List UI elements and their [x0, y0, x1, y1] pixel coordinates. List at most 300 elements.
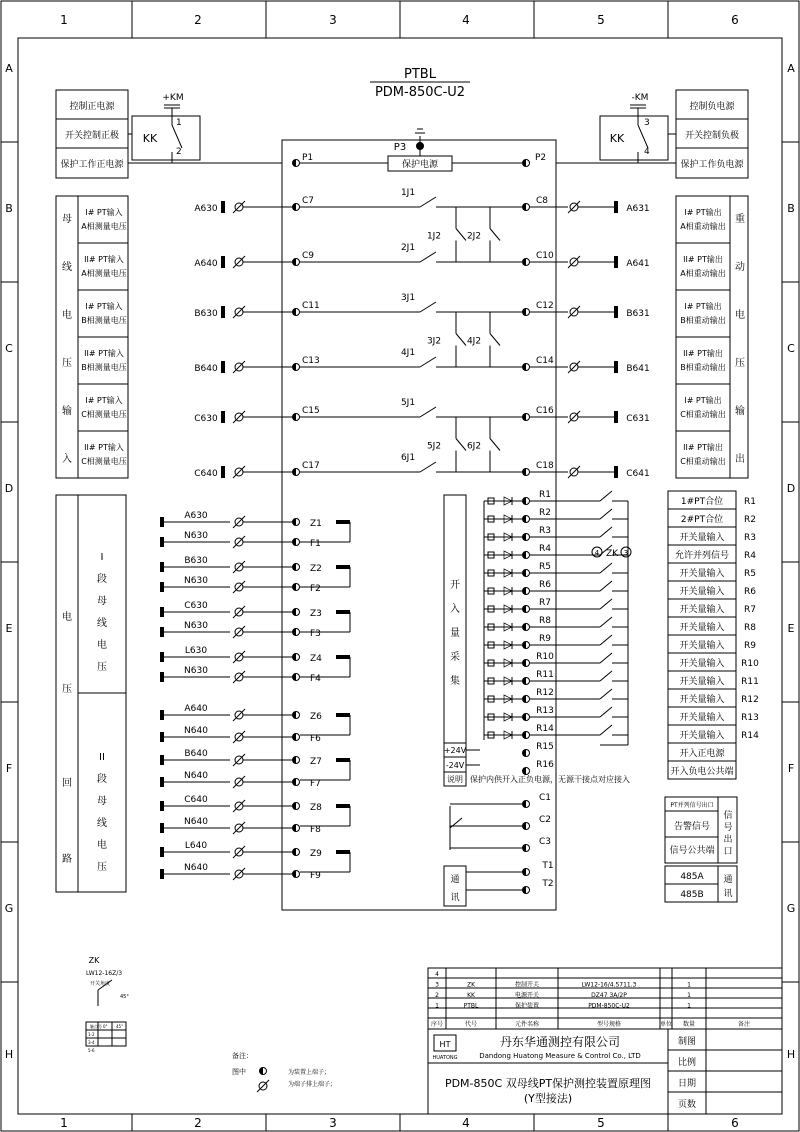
j2-label: 4J2 — [466, 336, 482, 347]
drawing-title: PDM-850C 双母线PT保护测控装置原理图 — [444, 1077, 652, 1090]
di-pin-label: R8 — [539, 616, 551, 626]
left-term-label: A630 — [194, 204, 218, 214]
bus-group-char: 线 — [62, 262, 72, 273]
zk-table-head: 触点号 — [90, 1024, 102, 1029]
loop-term-label: C640 — [184, 795, 208, 805]
bom-header: 数量 — [682, 1021, 696, 1028]
grid-row-label-left: G — [4, 902, 14, 915]
logo-text: HUATONG — [432, 1055, 458, 1061]
left-term-label: B640 — [194, 364, 218, 374]
bom-model: PDM-850C-U2 — [588, 1002, 630, 1010]
right-bus-label: I# PT输出 — [684, 208, 722, 217]
comm-pin-label: T1 — [542, 861, 554, 871]
right-pin-label: C8 — [536, 196, 549, 206]
comm-label: 485A — [680, 872, 704, 882]
out-group-char: 动 — [735, 262, 745, 273]
comm-side-char: 通 — [723, 875, 733, 885]
zk-table-row: 3-4 — [88, 1040, 95, 1045]
drawing-subtitle: (Y型接法) — [523, 1092, 573, 1105]
j2-contact — [490, 229, 500, 241]
signal-pin-label: C2 — [538, 815, 552, 825]
bom-model: DZ47 3A/2P — [591, 992, 627, 999]
right-bus-label-2: A相重动输出 — [680, 222, 726, 231]
di-pin-label: R16 — [536, 760, 554, 770]
bom-header: 元件名称 — [514, 1021, 540, 1028]
zk-spec-title: ZK — [88, 956, 100, 965]
right-term-label: B631 — [626, 309, 650, 319]
right-bus-label: II# PT输出 — [683, 443, 723, 452]
j2-contact — [456, 439, 466, 451]
right-pin-label: C12 — [536, 301, 554, 311]
di-contact — [600, 599, 612, 609]
voltage-group-char: 电 — [62, 612, 72, 623]
di-code: R1 — [744, 497, 756, 507]
left-power-label: 保护工作正电源 — [60, 160, 124, 170]
loop-term-label: L640 — [184, 841, 208, 851]
grid-col-label-top: 5 — [597, 13, 605, 27]
relay-contact — [420, 462, 436, 472]
section1-char: 段 — [97, 574, 107, 585]
titleblock-field: 制图 — [677, 1037, 697, 1047]
legend-fig: 图中 — [232, 1068, 246, 1076]
voltage-group-char: 压 — [62, 684, 72, 695]
zk-marker-text: 3 — [623, 549, 629, 557]
comm-side-char: 讯 — [723, 889, 733, 899]
signal-pin-label: C3 — [538, 837, 552, 847]
grid-row-label-right: F — [787, 762, 795, 775]
grid-col-label-bottom: 1 — [60, 1116, 68, 1130]
section1-char: I — [100, 552, 104, 563]
bom-name: 电源开关 — [514, 992, 540, 999]
di-pin-label: R3 — [539, 526, 551, 536]
loop-term-label: N630 — [184, 621, 208, 631]
bom-qty: 1 — [687, 1002, 691, 1010]
plus24-label: +24V — [443, 746, 467, 755]
note-text: 保护内供开入正负电源，无源干接点对应接入 — [470, 775, 630, 784]
right-term-label: A641 — [626, 259, 650, 269]
section2-char: II — [99, 752, 105, 763]
right-bus-label-2: C相重动输出 — [680, 457, 726, 466]
right-pin-label: C18 — [536, 461, 554, 471]
left-bus-label-2: C相测量电压 — [81, 410, 127, 419]
right-pin-label: C10 — [536, 251, 554, 261]
right-term-label: C631 — [626, 414, 650, 424]
grid-col-label-bottom: 2 — [194, 1116, 202, 1130]
signal-label: 告警信号 — [673, 822, 711, 832]
signal-pin-label: C1 — [538, 793, 552, 803]
loop-term-label: A630 — [184, 511, 208, 521]
right-bus-label: II# PT输出 — [683, 255, 723, 264]
right-bus-label-2: C相重动输出 — [680, 410, 726, 419]
loop-term-label: L630 — [184, 646, 208, 656]
grid-col-label-top: 3 — [329, 13, 337, 27]
grid-row-label-left: H — [4, 1048, 14, 1061]
di-label: 开关量输入 — [679, 677, 725, 687]
section1-char: 压 — [97, 662, 107, 673]
grid-row-label-right: G — [786, 902, 796, 915]
bus-group-char: 压 — [62, 358, 72, 369]
switch-num: 4 — [644, 147, 650, 157]
di-code: R8 — [744, 623, 756, 633]
loop-pin-label: Z7 — [310, 757, 322, 767]
right-power-label: 控制负电源 — [689, 102, 735, 112]
loop-pin-label: Z8 — [310, 803, 322, 813]
di-pin-label: R11 — [536, 670, 554, 680]
zk-table-head: 0° — [103, 1024, 108, 1029]
j2-label: 3J2 — [426, 336, 442, 347]
left-term-label: C630 — [194, 414, 218, 424]
grid-row-label-right: H — [786, 1048, 796, 1061]
section2-char: 母 — [97, 796, 107, 807]
loop-pin-label: Z9 — [310, 849, 322, 859]
di-label: 开入负电公共端 — [670, 767, 734, 777]
grid-row-label-right: A — [787, 62, 795, 75]
di-pin-label: R6 — [539, 580, 551, 590]
right-bus-label: I# PT输出 — [684, 396, 722, 405]
section2-char: 线 — [97, 818, 107, 829]
right-power-label: 保护工作负电源 — [680, 160, 744, 170]
bom-no: 1 — [435, 1002, 439, 1010]
grid-col-label-top: 4 — [462, 13, 470, 27]
relay-label: 5J1 — [400, 398, 416, 408]
grid-row-label-right: E — [787, 622, 795, 635]
di-label: 开关量输入 — [679, 569, 725, 579]
loop-pin-label: F7 — [310, 779, 321, 789]
comm-box-char: 通 — [450, 875, 460, 885]
j2-label: 6J2 — [466, 441, 482, 452]
di-contact — [600, 671, 612, 681]
left-bus-label: I# PT输入 — [85, 396, 123, 405]
left-pin-label: C7 — [302, 196, 315, 206]
bus-group-char: 入 — [62, 454, 72, 465]
di-contact — [600, 725, 612, 735]
right-term-label: C641 — [626, 469, 650, 479]
bom-model: LW12-16/4.5711.3 — [581, 981, 637, 989]
right-bus-label: I# PT输出 — [684, 302, 722, 311]
grid-col-label-bottom: 4 — [462, 1116, 470, 1130]
left-bus-label: II# PT输入 — [84, 349, 124, 358]
di-code: R2 — [744, 515, 756, 525]
out-group-char: 电 — [735, 310, 745, 321]
relay-contact — [420, 407, 436, 417]
right-term-label: A631 — [626, 204, 650, 214]
grid-row-label-right: B — [787, 202, 795, 215]
relay-contact — [420, 197, 436, 207]
left-power-label: 开关控制正极 — [64, 131, 120, 141]
section1-char: 线 — [97, 618, 107, 629]
section2-char: 电 — [97, 840, 107, 851]
loop-pin-label: F6 — [310, 734, 321, 744]
loop-pin-label: F2 — [310, 584, 321, 594]
left-bus-label-2: C相测量电压 — [81, 457, 127, 466]
left-bus-label: II# PT输入 — [84, 443, 124, 452]
legend-title: 备注： — [232, 1052, 253, 1060]
bom-header: 备注 — [737, 1021, 751, 1028]
switch-blade — [638, 125, 648, 148]
left-bus-label-2: A相测量电压 — [81, 222, 127, 231]
di-label: 2#PT合位 — [680, 515, 724, 525]
di-pin-label: R9 — [539, 634, 551, 644]
di-code: R6 — [744, 587, 756, 597]
zk-label: ZK — [605, 549, 619, 559]
voltage-group-char: 回 — [62, 778, 72, 789]
left-pin-label: C15 — [302, 406, 320, 416]
signal-side-char: 信 — [723, 811, 733, 821]
signal-side-char: 口 — [723, 847, 733, 857]
signal-label: 信号公共端 — [669, 846, 715, 856]
di-code: R10 — [741, 659, 759, 669]
titleblock-field: 日期 — [677, 1079, 697, 1089]
left-bus-label-2: B相测量电压 — [81, 363, 127, 372]
di-code: R9 — [744, 641, 756, 651]
grid-col-label-top: 1 — [60, 13, 68, 27]
grid-col-label-top: 6 — [731, 13, 739, 27]
di-pin-label: R7 — [539, 598, 551, 608]
switch-num: 2 — [176, 147, 182, 157]
zk-table-row: 5-6 — [88, 1048, 95, 1053]
di-label: 允许并列信号 — [674, 551, 730, 561]
j2-contact — [456, 334, 466, 346]
out-group-char: 出 — [735, 454, 745, 465]
loop-term-label: N630 — [184, 576, 208, 586]
switch-num: 1 — [176, 118, 182, 128]
di-pin-label: R14 — [536, 724, 554, 734]
loop-pin-label: Z3 — [310, 609, 322, 619]
relay-contact — [420, 252, 436, 262]
section1-char: 电 — [97, 640, 107, 651]
bom-header: 型号规格 — [596, 1021, 622, 1028]
j2-label: 5J2 — [426, 441, 442, 452]
j2-contact — [456, 229, 466, 241]
loop-pin-label: F8 — [310, 825, 321, 835]
right-pin-label: C16 — [536, 406, 554, 416]
di-label: 开关量输入 — [679, 533, 725, 543]
left-bus-label: II# PT输入 — [84, 255, 124, 264]
grid-row-label-left: C — [5, 342, 13, 355]
p1-label: P1 — [302, 153, 314, 163]
di-code: R3 — [744, 533, 756, 543]
bom-no: 4 — [435, 971, 439, 978]
j2-label: 1J2 — [426, 231, 442, 242]
relay-label: 4J1 — [400, 348, 416, 358]
di-code: R11 — [741, 677, 759, 687]
di-code: R5 — [744, 569, 756, 579]
di-label: 开关量输入 — [679, 587, 725, 597]
right-power-label: 开关控制负极 — [684, 131, 740, 141]
grid-row-label-left: E — [5, 622, 13, 635]
bom-code: ZK — [466, 981, 476, 989]
loop-term-label: N640 — [184, 863, 208, 873]
j2-label: 2J2 — [466, 231, 482, 242]
out-group-char: 重 — [735, 214, 745, 225]
section1-char: 母 — [97, 596, 107, 607]
left-term-label: B630 — [194, 309, 218, 319]
di-label: 开关量输入 — [679, 605, 725, 615]
bom-no: 2 — [435, 992, 439, 999]
signal-header: PT并列信号出口 — [670, 802, 714, 809]
di-label: 开关量输入 — [679, 659, 725, 669]
right-pin-label: C14 — [536, 356, 554, 366]
loop-term-label: N630 — [184, 531, 208, 541]
bom-name: 控制开关 — [514, 981, 540, 989]
left-pin-label: C13 — [302, 356, 320, 366]
inner-frame — [18, 38, 782, 1114]
titleblock-field: 比例 — [677, 1058, 697, 1068]
bus-group-char: 母 — [62, 214, 72, 225]
di-contact — [600, 689, 612, 699]
bom-code: PTBL — [463, 1002, 479, 1010]
relay-label: 6J1 — [400, 453, 416, 463]
loop-pin-label: Z2 — [310, 564, 322, 574]
bom-name: 保护装置 — [514, 1002, 540, 1010]
di-label: 开关量输入 — [679, 713, 725, 723]
di-contact — [600, 563, 612, 573]
zk-table-row: 1-2 — [88, 1032, 95, 1037]
loop-term-label: A640 — [184, 704, 208, 714]
zk-spec-angle: 45° — [120, 994, 129, 1000]
signal-side-char: 号 — [723, 823, 733, 833]
out-group-char: 压 — [735, 358, 745, 369]
di-pin-label: R12 — [536, 688, 554, 698]
comm-label: 485B — [680, 890, 704, 900]
di-pin-label: R15 — [536, 742, 554, 752]
out-group-char: 输 — [735, 406, 745, 417]
zk-spec-pos: 开关角度 — [89, 981, 111, 987]
di-code: R12 — [741, 695, 759, 705]
bus-group-char: 电 — [62, 310, 72, 321]
left-term-label: A640 — [194, 259, 218, 269]
switch-num: 3 — [644, 118, 650, 128]
left-km-label: +KM — [162, 93, 184, 103]
di-code: R4 — [744, 551, 756, 561]
relay-contact — [420, 357, 436, 367]
di-code: R7 — [744, 605, 756, 615]
legend-item: 为装置上端子； — [288, 1069, 331, 1076]
di-label: 开关量输入 — [679, 731, 725, 741]
loop-pin-label: Z1 — [310, 519, 322, 529]
left-bus-label: I# PT输入 — [85, 208, 123, 217]
di-pin-label: R13 — [536, 706, 554, 716]
bom-header: 单位 — [659, 1021, 673, 1028]
di-label: 开关量输入 — [679, 641, 725, 651]
right-kk-label: KK — [609, 132, 625, 145]
di-label: 开关量输入 — [679, 695, 725, 705]
left-term-label: C640 — [194, 469, 218, 479]
left-bus-label-2: B相测量电压 — [81, 316, 127, 325]
relay-label: 3J1 — [400, 293, 416, 303]
di-contact — [600, 653, 612, 663]
zk-marker-text: 4 — [594, 549, 600, 557]
left-pin-label: C17 — [302, 461, 320, 471]
di-pin-label: R2 — [539, 508, 551, 518]
logo-glyph: HT — [439, 1040, 451, 1049]
signal-side-char: 出 — [723, 835, 733, 845]
grid-row-label-left: A — [5, 62, 13, 75]
di-box-char: 开 — [450, 580, 460, 591]
di-contact — [600, 581, 612, 591]
grid-row-label-left: D — [4, 482, 14, 495]
grid-col-label-bottom: 6 — [731, 1116, 739, 1130]
relay-label: 1J1 — [400, 188, 416, 198]
loop-pin-label: Z4 — [310, 654, 322, 664]
loop-pin-label: Z6 — [310, 712, 322, 722]
device-model-label: PDM-850C-U2 — [374, 85, 466, 100]
left-pin-label: C11 — [302, 301, 320, 311]
di-code: R14 — [741, 731, 759, 741]
zk-table-head: 45° — [116, 1024, 124, 1029]
right-bus-label-2: A相重动输出 — [680, 269, 726, 278]
zk-spec-model: LW12-16Z/3 — [85, 970, 123, 977]
di-box-char: 集 — [450, 676, 460, 687]
voltage-group-char: 路 — [62, 854, 72, 865]
di-label: 开入正电源 — [679, 749, 725, 759]
di-label: 1#PT合位 — [680, 497, 724, 507]
loop-term-label: N640 — [184, 817, 208, 827]
bom-header: 序号 — [430, 1021, 444, 1028]
di-pin-label: R5 — [539, 562, 551, 572]
bus-group-char: 输 — [62, 406, 72, 417]
grid-row-label-left: F — [5, 762, 13, 775]
di-pin-label: R4 — [539, 544, 551, 554]
grid-col-label-bottom: 3 — [329, 1116, 337, 1130]
di-pin-label: R10 — [536, 652, 554, 662]
titleblock-field: 页数 — [677, 1100, 697, 1110]
minus24-label: -24V — [445, 761, 465, 770]
di-contact — [600, 491, 612, 501]
grid-row-label-right: C — [787, 342, 795, 355]
ptbl-label: PTBL — [404, 67, 436, 82]
di-box-char: 入 — [450, 604, 460, 615]
di-box-char: 采 — [450, 652, 460, 663]
loop-pin-label: F4 — [310, 674, 321, 684]
bom-code: KK — [467, 992, 475, 999]
loop-pin-label: F9 — [310, 871, 321, 881]
left-bus-label-2: A相测量电压 — [81, 269, 127, 278]
di-pin-label: R1 — [539, 490, 551, 500]
loop-term-label: N640 — [184, 726, 208, 736]
bom-qty: 1 — [687, 992, 691, 999]
loop-term-label: N640 — [184, 771, 208, 781]
bom-qty: 1 — [687, 981, 691, 989]
di-contact — [600, 527, 612, 537]
di-contact — [600, 617, 612, 627]
p3-label: P3 — [393, 142, 407, 153]
bom-header: 代号 — [464, 1021, 478, 1028]
di-contact — [600, 635, 612, 645]
right-km-label: -KM — [631, 93, 649, 103]
relay-contact — [420, 302, 436, 312]
left-pin-label: C9 — [302, 251, 315, 261]
right-bus-label-2: B相重动输出 — [680, 316, 726, 325]
loop-term-label: B630 — [184, 556, 208, 566]
supply-box-label: 保护电源 — [401, 160, 439, 170]
grid-col-label-bottom: 5 — [597, 1116, 605, 1130]
j2-contact — [490, 334, 500, 346]
section2-char: 压 — [97, 862, 107, 873]
di-contact — [600, 707, 612, 717]
loop-pin-label: F1 — [310, 539, 321, 549]
loop-term-label: C630 — [184, 601, 208, 611]
left-bus-label: I# PT输入 — [85, 302, 123, 311]
bom-no: 3 — [435, 981, 439, 989]
right-bus-label-2: B相重动输出 — [680, 363, 726, 372]
comm-pin-label: T2 — [542, 879, 554, 889]
loop-term-label: B640 — [184, 749, 208, 759]
grid-row-label-right: D — [786, 482, 796, 495]
di-box-char: 量 — [450, 628, 460, 639]
di-code: R13 — [741, 713, 759, 723]
company-cn: 丹东华通测控有限公司 — [499, 1035, 621, 1049]
